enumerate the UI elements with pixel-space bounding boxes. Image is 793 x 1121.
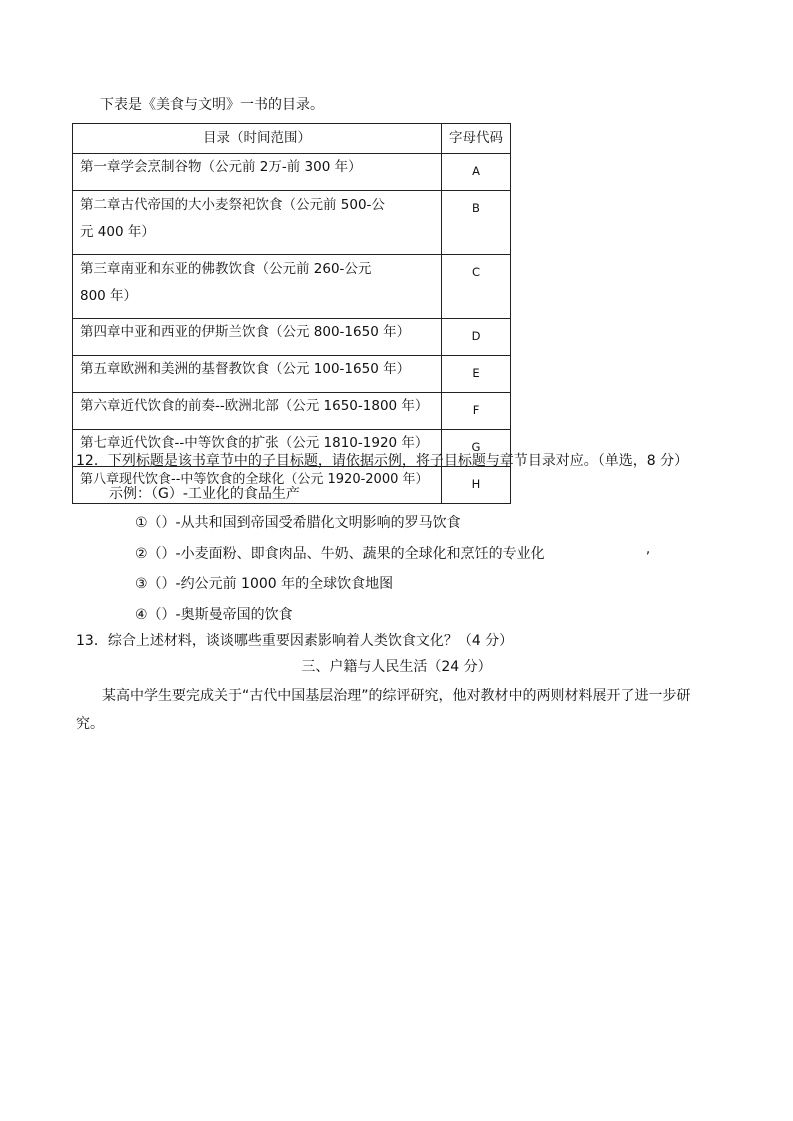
chapter-code: C bbox=[442, 255, 511, 319]
example-line: 示例：（G）-工业化的食品生产 bbox=[109, 486, 300, 502]
table-row bbox=[73, 154, 511, 191]
chapter-code: D bbox=[442, 319, 511, 356]
option-2: ②（）-小麦面粉、即食肉品、牛奶、蔬果的全球化和烹饪的专业化 bbox=[135, 546, 545, 562]
question-12: 12．下列标题是该书章节中的子目标题，请依据示例，将子目标题与章节目录对应。（单选，8 分） bbox=[76, 453, 689, 469]
chapter-code: A bbox=[442, 154, 511, 191]
option-1: ①（）-从共和国到帝国受希腊化文明影响的罗马饮食 bbox=[135, 515, 461, 531]
table-of-contents bbox=[72, 123, 511, 504]
table-row bbox=[73, 319, 511, 356]
chapter-title: 第二章古代帝国的大小麦祭祀饮食（公元前 500-公元 400 年） bbox=[73, 191, 442, 255]
table-row bbox=[73, 393, 511, 430]
table-row bbox=[73, 255, 511, 319]
header-contents: 目录（时间范围） bbox=[73, 124, 442, 154]
chapter-code: E bbox=[442, 356, 511, 393]
chapter-code: F bbox=[442, 393, 511, 430]
option-3: ③（）-约公元前 1000 年的全球饮食地图 bbox=[135, 576, 394, 592]
paragraph-line-1: 某高中学生要完成关于“古代中国基层治理”的综评研究，他对教材中的两则材料展开了进一步研 bbox=[102, 688, 691, 704]
chapter-title: 第一章学会烹制谷物（公元前 2万-前 300 年） bbox=[73, 154, 442, 191]
header-letter-code: 字母代码 bbox=[442, 124, 511, 154]
chapter-title: 第三章南亚和东亚的佛教饮食（公元前 260-公元 800 年） bbox=[73, 255, 442, 319]
chapter-title: 第六章近代饮食的前奏--欧洲北部（公元 1650-1800 年） bbox=[73, 393, 442, 430]
section-title: 三、户籍与人民生活（24 分） bbox=[301, 659, 492, 675]
chapter-title: 第八章现代饮食--中等饮食的全球化（公元 1920-2000 年） bbox=[73, 467, 442, 504]
question-13: 13．综合上述材料，谈谈哪些重要因素影响着人类饮食文化？（4 分） bbox=[76, 633, 514, 649]
chapter-code: H bbox=[442, 467, 511, 504]
chapter-title: 第四章中亚和西亚的伊斯兰饮食（公元 800-1650 年） bbox=[73, 319, 442, 356]
table-row bbox=[73, 191, 511, 255]
chapter-code: G bbox=[442, 430, 511, 467]
chapter-title: 第五章欧洲和美洲的基督教饮食（公元 100-1650 年） bbox=[73, 356, 442, 393]
table-header-row bbox=[73, 124, 511, 154]
intro-text: 下表是《美食与文明》一书的目录。 bbox=[100, 97, 324, 113]
option-4: ④（）-奥斯曼帝国的饮食 bbox=[135, 607, 293, 623]
table-row bbox=[73, 356, 511, 393]
stray-comma: , bbox=[646, 542, 651, 557]
chapter-title: 第七章近代饮食--中等饮食的扩张（公元 1810-1920 年） bbox=[73, 430, 442, 467]
paragraph-line-2: 究。 bbox=[76, 716, 104, 732]
chapter-code: B bbox=[442, 191, 511, 255]
